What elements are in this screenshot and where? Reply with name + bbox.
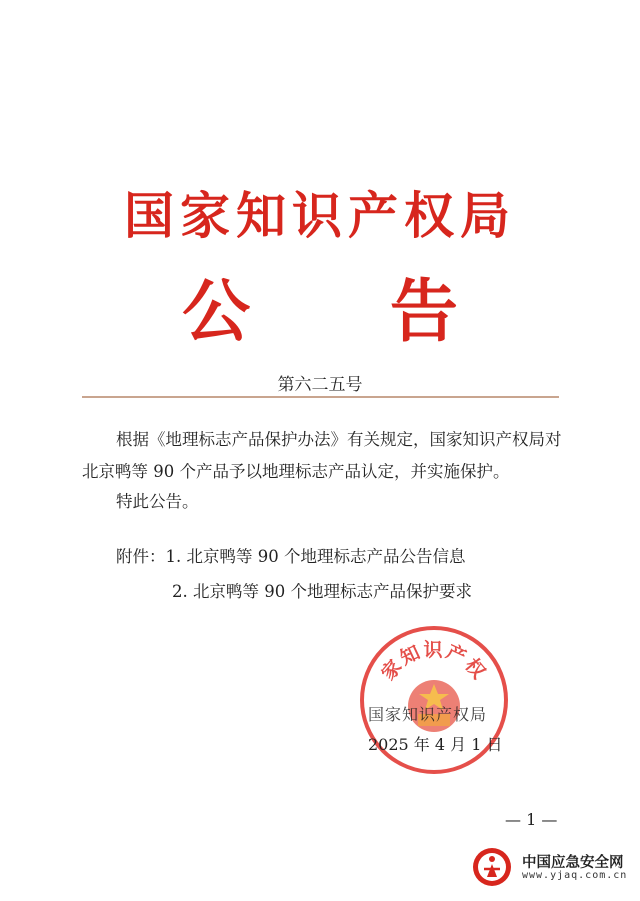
header-divider [82,396,559,398]
announcement-paragraph: 根据《地理标志产品保护办法》有关规定，国家知识产权局对北京鸭等 90 个产品予以地理标志产品认定，并实施保护。 [82,430,562,481]
closing-paragraph: 特此公告。 [116,492,199,511]
attachment-item-2: 2. 北京鸭等 90 个地理标志产品保护要求 [172,582,472,601]
site-logo-icon [472,847,512,887]
issuing-agency-signature: 国家知识产权局 [368,705,488,724]
page-number: — 1 — [505,810,558,829]
watermark-url: www.yjaq.com.cn [522,870,628,881]
svg-text:家知识产权: 家知识产权 [377,639,491,685]
watermark-site-name: 中国应急安全网 [522,855,624,871]
document-number: 第六二五号 [277,375,363,395]
agency-title: 国家知识产权局 [124,186,516,245]
issue-date: 2025 年 4 月 1 日 [368,735,503,754]
document-type-title: 公 告 [182,272,516,352]
attachment-item-1: 附件：1. 北京鸭等 90 个地理标志产品公告信息 [116,547,466,566]
